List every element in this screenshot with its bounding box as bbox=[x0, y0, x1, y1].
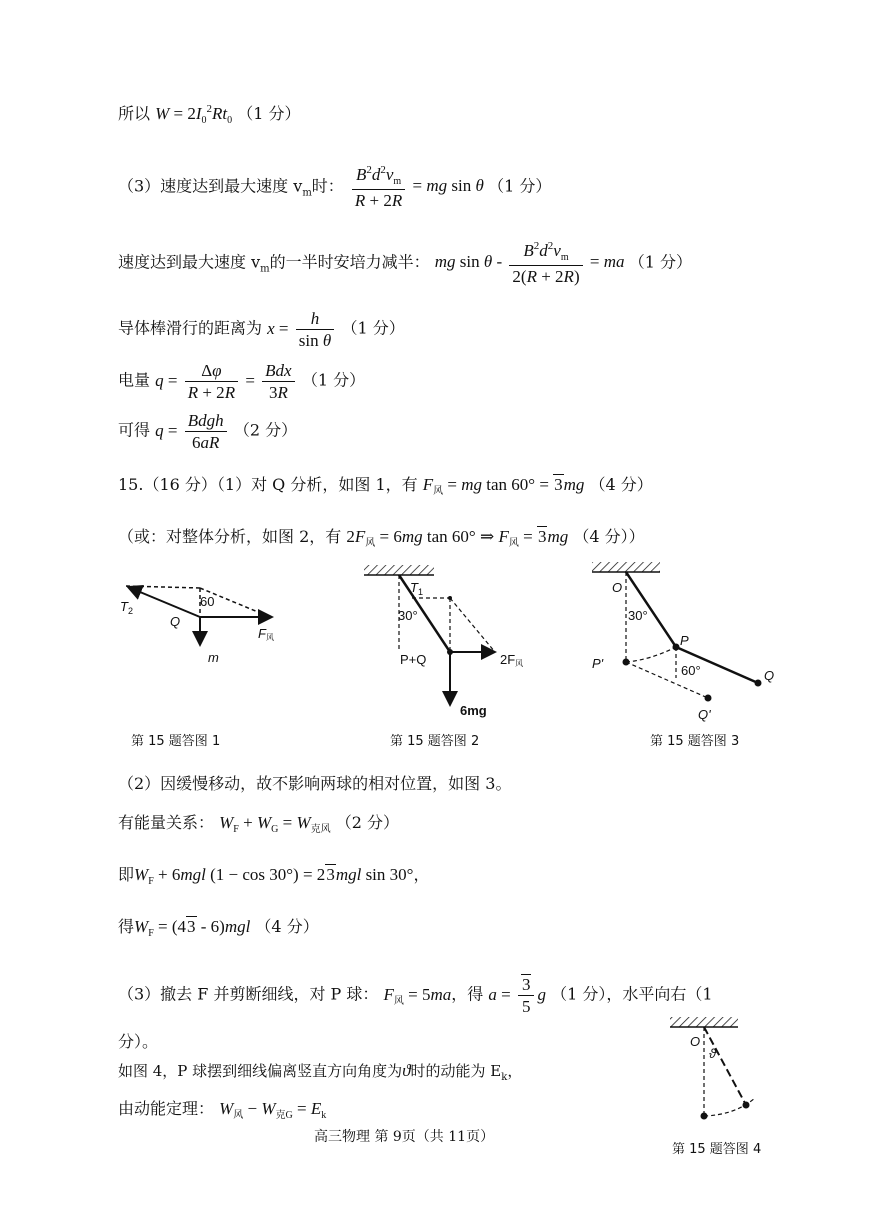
eq-accel: a = $\frac{3}{5}$ g bbox=[488, 975, 546, 1017]
eq-kinetic: $W_风 - W_{克G} = E_k$ bbox=[219, 1099, 327, 1121]
fig1-q: Q bbox=[170, 614, 181, 629]
fig3-q: Q bbox=[764, 668, 775, 683]
line-energy: 有能量关系： $W_F + W_G = W_{克风}$ （2 分） bbox=[118, 813, 399, 835]
line-q15-alt: （或：对整体分析，如图 2，有 $2F_风 = 6mg$ tan 60° ⇒ $F_风 = 3mg$ （4 分）） bbox=[118, 527, 645, 549]
eq-energy-expand: $W_F + 6mgl$ (1 − cos 30°) = 23mgl sin 30° bbox=[134, 865, 414, 887]
line-charge-result: 可得 q = $\frac{\text{Bdgh}}{6aR}$ （2 分） bbox=[118, 411, 298, 453]
line-q15-1: 15.（16 分）（1）对 Q 分析，如图 1，有 $F_风$ = mg tan 60° = 3mg （4 分） bbox=[118, 475, 653, 497]
line-fig4-desc: 如图 4，P 球摆到细线偏离竖直方向角度为ϑ时的动能为 $E_k$， bbox=[118, 1061, 523, 1083]
fig3-p: P bbox=[680, 633, 689, 648]
fig1-f: F风 bbox=[258, 626, 274, 642]
line-energy-expand: 即$W_F + 6mgl$ (1 − cos 30°) = 23mgl sin 30°， bbox=[118, 865, 430, 887]
line-half-speed: 速度达到最大速度 $v_m$的一半时安培力减半： mg sin θ - $\frac{B^2d^2v_m}{2(R + 2R)}$ = ma （1 分） bbox=[118, 240, 693, 286]
figure-2 bbox=[364, 565, 523, 718]
fig4-o: O bbox=[690, 1034, 701, 1049]
caption-fig1: 第 15 题答图 1 bbox=[131, 734, 221, 749]
fig2-mg: 6mg bbox=[460, 703, 487, 718]
line-work-result: 所以 $W = 2I_0^2Rt_0$ （1 分） bbox=[118, 103, 301, 126]
page-footer: 高三物理 第 9页（共 11页） bbox=[314, 1129, 495, 1145]
eq-wind-force: $F_风$ = mg tan 60° = 3mg bbox=[422, 475, 585, 497]
line-part2: （2）因缓慢移动，故不影响两球的相对位置，如图 3。 bbox=[118, 774, 512, 793]
caption-fig3: 第 15 题答图 3 bbox=[650, 734, 740, 749]
eq-distance: x = $\frac{h}{\text{sin θ}}$ bbox=[267, 319, 341, 338]
fig3-angle30: 30° bbox=[628, 608, 648, 623]
fig3-o: O bbox=[612, 580, 623, 595]
line-part3: （3）撤去 F 并剪断细线，对 P 球： $F_风 = 5ma$，得 a = $\frac{3}{5}$ g （1 分），水平向右（1 bbox=[118, 975, 713, 1017]
line-max-speed: （3）速度达到最大速度 $v_m$时： $\frac{B^2d^2v_m}{R + 2R}$ = mg sin θ （1 分） bbox=[118, 164, 552, 210]
fig3-pp: P' bbox=[592, 656, 604, 671]
eq-wf-result: $W_F = (43 - 6)mgl$ bbox=[134, 917, 251, 939]
fig2-f2: 2F风 bbox=[500, 652, 524, 668]
fig3-angle60: 60° bbox=[681, 663, 701, 678]
eq-p-ball: $F_风 = 5ma$ bbox=[383, 984, 452, 1007]
eq-max-speed: $\frac{B^2d^2v_m}{R + 2R}$ = mg sin θ bbox=[349, 176, 488, 195]
line-distance: 导体棒滑行的距离为 x = $\frac{h}{\text{sin θ}}$ （1 分） bbox=[118, 309, 405, 351]
fig3-qq: Q' bbox=[698, 707, 711, 722]
eq-whole: $2F_风 = 6mg$ tan 60° ⇒ $F_风 = 3mg$ bbox=[346, 527, 569, 549]
eq-energy: $W_F + W_G = W_{克风}$ bbox=[219, 813, 331, 835]
caption-fig4: 第 15 题答图 4 bbox=[672, 1142, 762, 1157]
eq-charge-result: q = $\frac{\text{Bdgh}}{6aR}$ bbox=[155, 421, 234, 440]
caption-fig2: 第 15 题答图 2 bbox=[390, 734, 480, 749]
fig2-t1: $T_1$ bbox=[410, 580, 423, 597]
eq-work: $W = 2I_0^2Rt_0$ bbox=[155, 103, 233, 126]
fig1-t2: $T_2$ bbox=[120, 599, 133, 616]
line-kinetic-theorem: 由动能定理： $W_风 - W_{克G} = E_k$ bbox=[118, 1099, 327, 1121]
fig1-angle: 60 bbox=[200, 594, 215, 609]
line-charge: 电量 q = $\frac{\Delta\varphi}{R + 2R}$ = $\frac{\text{Bdx}}{3R}$ （1 分） bbox=[118, 361, 366, 403]
line-wf-result: 得$W_F = (43 - 6)mgl$ （4 分） bbox=[118, 917, 319, 939]
eq-half-speed: mg sin θ - $\frac{B^2d^2v_m}{2(R + 2R)}$ = ma bbox=[434, 240, 629, 286]
figure-3 bbox=[592, 562, 774, 722]
eq-charge: q = $\frac{\Delta\varphi}{R + 2R}$ = $\frac{\text{Bdx}}{3R}$ bbox=[155, 371, 302, 390]
fig2-angle: 30° bbox=[398, 608, 418, 623]
figure-1 bbox=[120, 586, 274, 665]
fig1-m: m bbox=[208, 650, 219, 665]
fig4-theta: ϑ bbox=[709, 1046, 717, 1061]
figure-4 bbox=[670, 1017, 755, 1120]
fig2-pq: P+Q bbox=[400, 652, 427, 667]
line-part3-cont: 分）。 bbox=[118, 1032, 159, 1051]
